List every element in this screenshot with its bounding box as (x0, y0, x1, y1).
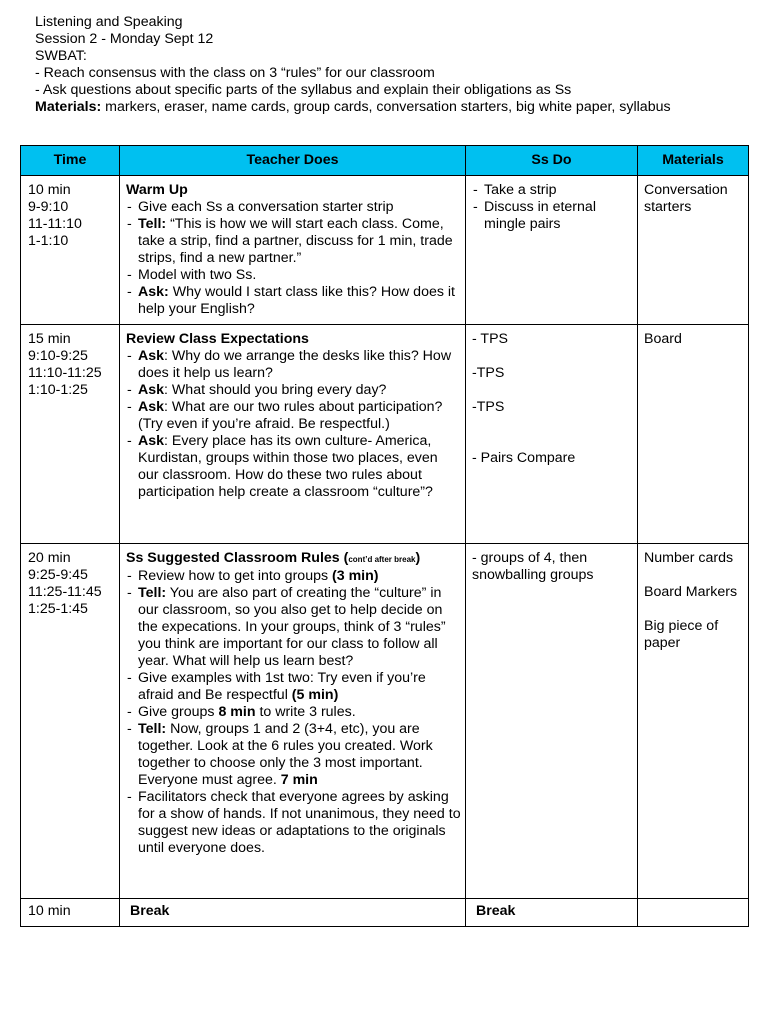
table-header-row (21, 146, 749, 176)
table-row (21, 325, 749, 544)
materials-label: Materials: (35, 99, 102, 115)
materials-line (35, 99, 755, 116)
list-item: - Ask: Why would I start class like this? How does it help your English? (126, 284, 461, 318)
time-cell: 10 min 9-9:10 11-11:10 1-1:10 (21, 176, 120, 325)
table-row (21, 544, 749, 899)
ss-cell: Break (466, 899, 638, 927)
course-title: Listening and Speaking (35, 14, 183, 30)
list-item: - Tell: Now, groups 1 and 2 (3+4, etc), you are together. Look at the 6 rules you created. Work together to choose only the 3 most important. Everyone must agree. 7 min (126, 721, 461, 789)
objective-2: - Ask questions about specific parts of the syllabus and explain their obligations as Ss (35, 82, 572, 98)
teacher-cell (120, 325, 466, 544)
list-item: - Ask: What should you bring every day? (126, 382, 461, 399)
materials-list: markers, eraser, name cards, group cards, conversation starters, big white paper, syllabus (101, 99, 671, 115)
list-item: - Take a strip (472, 182, 633, 199)
activity-title: Warm Up (126, 182, 188, 198)
list-item: - Give each Ss a conversation starter strip (126, 199, 461, 216)
time-cell: 20 min 9:25-9:45 11:25-11:45 1:25-1:45 (21, 544, 120, 899)
header-materials: Materials (638, 146, 749, 176)
teacher-cell (120, 176, 466, 325)
teacher-steps (126, 568, 461, 857)
lesson-header (35, 14, 755, 116)
list-item: -TPS (472, 365, 505, 381)
ss-cell: - groups of 4, then snowballing groups (466, 544, 638, 899)
list-item: - Model with two Ss. (126, 267, 461, 284)
teacher-steps (126, 199, 461, 318)
header-time: Time (21, 146, 120, 176)
teacher-steps (126, 348, 461, 501)
ss-cell (466, 325, 638, 544)
list-item: - Discuss in eternal mingle pairs (472, 199, 633, 233)
list-item: -TPS (472, 399, 505, 415)
materials-cell: Number cards Board Markers Big piece of paper (638, 544, 749, 899)
list-item: - Tell: “This is how we will start each class. Come, take a strip, find a partner, discuss for 1 min, trade strips, find a new partner.” (126, 216, 461, 267)
materials-cell: Board (638, 325, 749, 544)
table-row (21, 176, 749, 325)
list-item: - Ask: Every place has its own culture- America, Kurdistan, groups within those two places, even our classroom. How do these two rules about participation help create a classroom “culture”? (126, 433, 461, 501)
header-ss-do: Ss Do (466, 146, 638, 176)
activity-title: Review Class Expectations (126, 331, 309, 347)
list-item: - Review how to get into groups (3 min) (126, 568, 461, 585)
list-item: - Tell: You are also part of creating the “culture” in our classroom, so you also get to help decide on the expecations. In your groups, think of 3 “rules” you think are important for our class to follow all year. What will help us learn best? (126, 585, 461, 670)
time-cell: 15 min 9:10-9:25 11:10-11:25 1:10-1:25 (21, 325, 120, 544)
table-row (21, 899, 749, 927)
list-item: - Give groups 8 min to write 3 rules. (126, 704, 461, 721)
header-teacher-does: Teacher Does (120, 146, 466, 176)
session-date: Session 2 - Monday Sept 12 (35, 31, 214, 47)
teacher-cell: Break (120, 899, 466, 927)
activity-title: Ss Suggested Classroom Rules (cont’d after break) (126, 550, 421, 566)
list-item: - Pairs Compare (472, 450, 576, 466)
time-cell: 10 min (21, 899, 120, 927)
list-item: - Ask: What are our two rules about participation? (Try even if you’re afraid. Be respectful.) (126, 399, 461, 433)
swbat-label: SWBAT: (35, 48, 87, 64)
materials-cell (638, 899, 749, 927)
list-item: - Ask: Why do we arrange the desks like this? How does it help us learn? (126, 348, 461, 382)
list-item: - Give examples with 1st two: Try even if you’re afraid and Be respectful (5 min) (126, 670, 461, 704)
objective-1: - Reach consensus with the class on 3 “rules” for our classroom (35, 65, 435, 81)
materials-cell: Conversation starters (638, 176, 749, 325)
lesson-plan-table (20, 145, 749, 927)
list-item: - Facilitators check that everyone agrees by asking for a show of hands. If not unanimous, they need to suggest new ideas or adaptations to the originals until everyone does. (126, 789, 461, 857)
list-item: - TPS (472, 331, 509, 347)
teacher-cell (120, 544, 466, 899)
ss-cell (466, 176, 638, 325)
